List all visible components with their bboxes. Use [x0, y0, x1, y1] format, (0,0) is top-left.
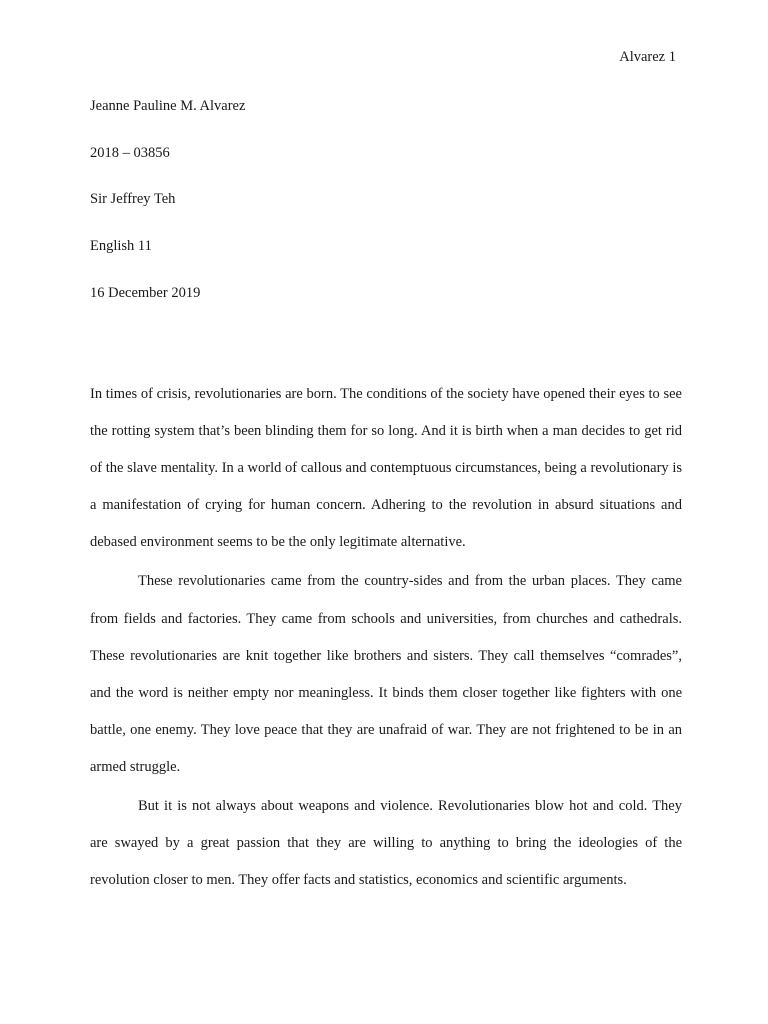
author-name: Jeanne Pauline M. Alvarez [90, 98, 246, 114]
running-head: Alvarez 1 [619, 49, 676, 65]
student-number: 2018 – 03856 [90, 145, 170, 161]
essay-body [90, 376, 682, 901]
paragraph-1: In times of crisis, revolutionaries are born. The conditions of the society have opened their eyes to see the rotting system that’s been blinding them for so long. And it is birth when a man decides to get rid of the slave mentality. In a world of callous and contemptuous circumstances, being a revolutionary is a manifestation of crying for human concern. Adhering to the revolution in absurd situations and debased environment seems to be the only legitimate alternative. [90, 386, 682, 551]
paragraph-3: But it is not always about weapons and violence. Revolutionaries blow hot and cold. They are swayed by a great passion that they are willing to anything to bring the ideologies of the revolution closer to men. They offer facts and statistics, economics and scientific arguments. [90, 798, 682, 889]
course-name: English 11 [90, 238, 152, 254]
instructor-name: Sir Jeffrey Teh [90, 191, 176, 207]
document-date: 16 December 2019 [90, 285, 201, 301]
paragraph-2: These revolutionaries came from the country-sides and from the urban places. They came from fields and factories. They came from schools and universities, from churches and cathedrals. These revolutionaries are knit together like brothers and sisters. They call themselves “comrades”, and the word is neither empty nor meaningless. It binds them closer together like fighters with one battle, one enemy. They love peace that they are unafraid of war. They are not frightened to be in an armed struggle. [90, 573, 682, 775]
